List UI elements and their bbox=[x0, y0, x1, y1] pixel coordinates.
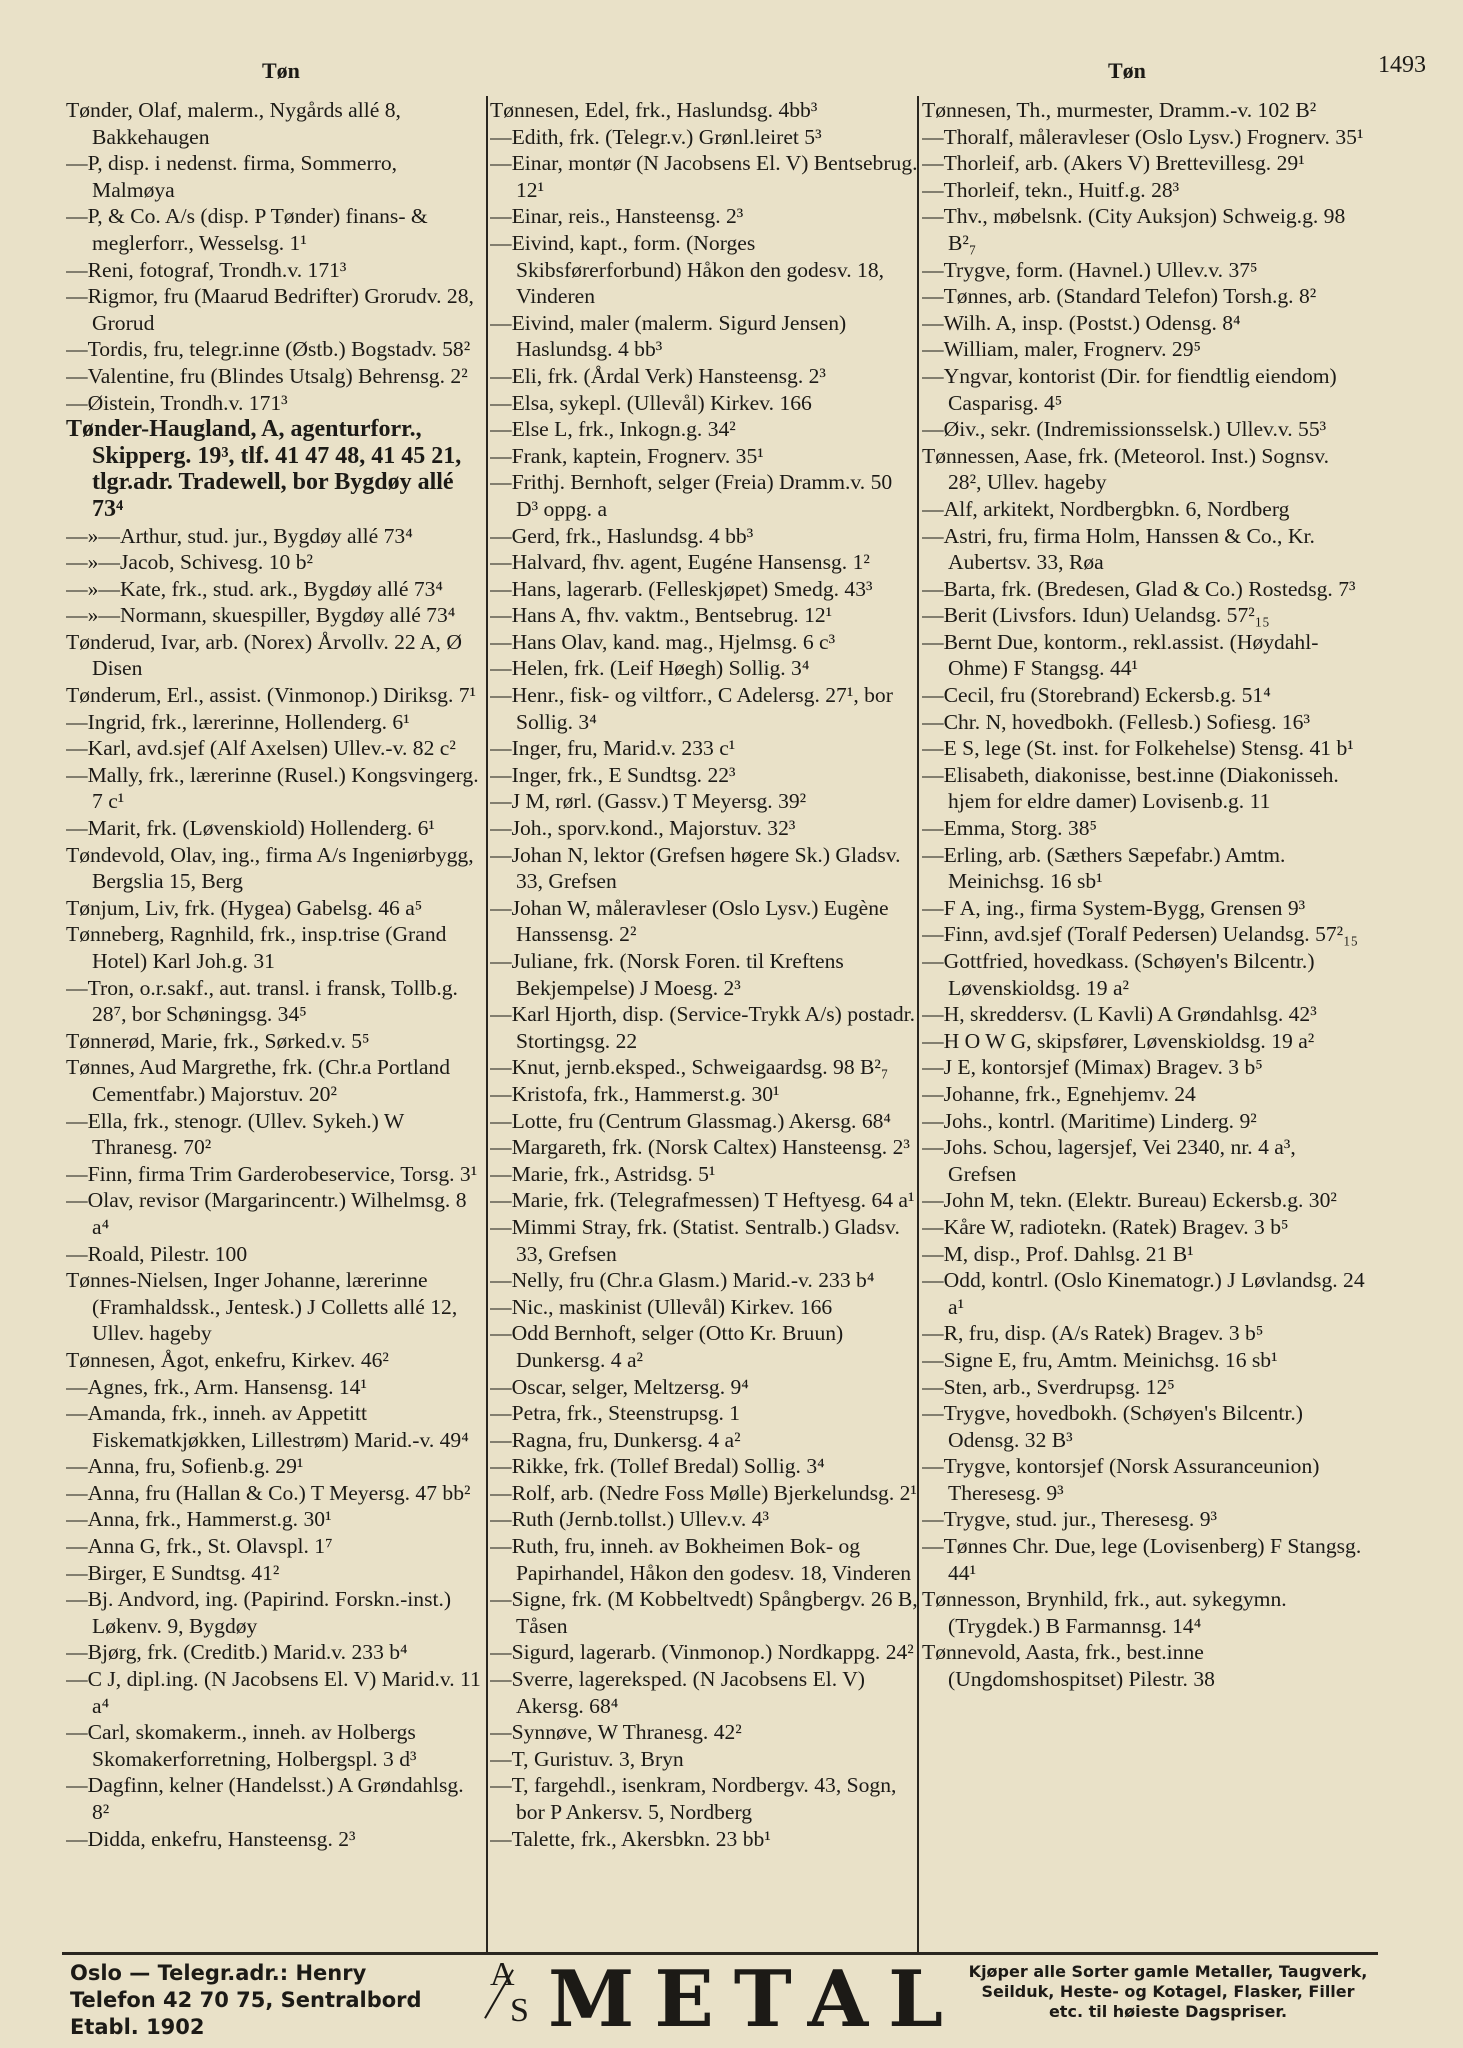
directory-entry: —William, maler, Frognerv. 29⁵ bbox=[922, 337, 1202, 362]
directory-entry: —Yngvar, kontorist (Dir. for fiendtlig eiendom) Casparisg. 4⁵ bbox=[922, 363, 1337, 415]
directory-entry: —Sten, arb., Sverdrupsg. 12⁵ bbox=[922, 1374, 1175, 1399]
directory-entry: —»—Arthur, stud. jur., Bygdøy allé 73⁴ bbox=[66, 523, 413, 548]
directory-entry: —Odd Bernhoft, selger (Otto Kr. Bruun) Dunkersg. 4 a² bbox=[490, 1321, 844, 1372]
directory-entry: —Astri, fru, firma Holm, Hanssen & Co., Kr. Aubertsv. 33, Røa bbox=[922, 523, 1315, 575]
directory-entry: —Bj. Andvord, ing. (Papirind. Forskn.-inst.) Løkenv. 9, Bygdøy bbox=[66, 1587, 452, 1638]
directory-entry: —Elisabeth, diakonisse, best.inne (Diakonisseh. hjem for eldre damer) Lovisenb.g. 11 bbox=[922, 762, 1339, 814]
directory-entry: —Ingrid, frk., lærerinne, Hollenderg. 6¹ bbox=[66, 709, 410, 734]
directory-entry: —Signe, frk. (M Kobbeltvedt) Spångbergv. 26 B, Tåsen bbox=[490, 1587, 918, 1638]
directory-entry: —Ruth (Jernb.tollst.) Ullev.v. 4³ bbox=[490, 1507, 769, 1532]
directory-entry: —Johs., kontrl. (Maritime) Linderg. 9² bbox=[922, 1108, 1257, 1133]
directory-entry: —Johs. Schou, lagersjef, Vei 2340, nr. 4 a³, Grefsen bbox=[922, 1135, 1296, 1186]
directory-entry: Tønnerød, Marie, frk., Sørked.v. 5⁵ bbox=[66, 1028, 370, 1053]
directory-entry: —Marie, frk. (Telegrafmessen) T Heftyesg. 64 a¹ bbox=[490, 1188, 915, 1213]
directory-entry: —Trygve, hovedbokh. (Schøyen's Bilcentr.) Odensg. 32 B³ bbox=[922, 1401, 1303, 1452]
directory-entry: —T, Guristuv. 3, Bryn bbox=[490, 1746, 684, 1771]
ad-contact-line: Oslo — Telegr.adr.: Henry bbox=[70, 1961, 367, 1985]
directory-column-3 bbox=[922, 97, 1366, 1950]
directory-entry: —Chr. N, hovedbokh. (Fellesb.) Sofiesg. 16³ bbox=[922, 709, 1310, 734]
directory-entry: —Rikke, frk. (Tollef Bredal) Sollig. 3⁴ bbox=[490, 1454, 825, 1479]
directory-entry: —Oscar, selger, Meltzersg. 9⁴ bbox=[490, 1374, 749, 1399]
directory-entry: —Agnes, frk., Arm. Hansensg. 14¹ bbox=[66, 1374, 367, 1399]
directory-entry: —Petra, frk., Steenstrupsg. 1 bbox=[490, 1401, 741, 1426]
directory-entry: —Emma, Storg. 38⁵ bbox=[922, 816, 1098, 841]
directory-entry: —Thv., møbelsnk. (City Auksjon) Schweig.g. 98 B²₇ bbox=[922, 204, 1346, 255]
directory-entry: —»—Jacob, Schivesg. 10 b² bbox=[66, 550, 313, 575]
logo-word: METAL bbox=[548, 1954, 963, 2045]
directory-entry: —Synnøve, W Thranesg. 42² bbox=[490, 1720, 742, 1745]
directory-entry: Tønderum, Erl., assist. (Vinmonop.) Diriksg. 7¹ bbox=[66, 683, 477, 708]
directory-entry: —Anna, fru (Hallan & Co.) T Meyersg. 47 bb² bbox=[66, 1480, 471, 1505]
directory-entry: —Anna, fru, Sofienb.g. 29¹ bbox=[66, 1454, 304, 1479]
directory-entry: Tønnevold, Aasta, frk., best.inne (Ungdomshospitset) Pilestr. 38 bbox=[922, 1640, 1215, 1692]
directory-entry: —Ruth, fru, inneh. av Bokheimen Bok- og Papirhandel, Håkon den godesv. 18, Vinderen bbox=[490, 1534, 912, 1585]
directory-entry: —Kåre W, radiotekn. (Ratek) Bragev. 3 b⁵ bbox=[922, 1214, 1289, 1239]
directory-entry: Tønjum, Liv, frk. (Hygea) Gabelsg. 46 a⁵ bbox=[66, 895, 423, 920]
directory-entry: —Birger, E Sundtsg. 41² bbox=[66, 1560, 280, 1585]
directory-entry: —Gottfried, hovedkass. (Schøyen's Bilcentr.) Løvenskioldsg. 19 a² bbox=[922, 949, 1315, 1000]
directory-entry: —Nic., maskinist (Ullevål) Kirkev. 166 bbox=[490, 1294, 833, 1319]
directory-entry: —R, fru, disp. (A/s Ratek) Bragev. 3 b⁵ bbox=[922, 1321, 1264, 1346]
directory-entry: —Wilh. A, insp. (Postst.) Odensg. 8⁴ bbox=[922, 310, 1241, 335]
directory-entry: —Didda, enkefru, Hansteensg. 2³ bbox=[66, 1826, 356, 1851]
directory-entry: —M, disp., Prof. Dahlsg. 21 B¹ bbox=[922, 1241, 1194, 1266]
directory-entry: —Sigurd, lagerarb. (Vinmonop.) Nordkappg. 24² bbox=[490, 1640, 914, 1665]
directory-entry: —Thoralf, måleravleser (Oslo Lysv.) Frognerv. 35¹ bbox=[922, 124, 1364, 149]
directory-entry: —Margareth, frk. (Norsk Caltex) Hansteensg. 2³ bbox=[490, 1135, 910, 1160]
directory-entry: —Alf, arkitekt, Nordbergbkn. 6, Nordberg bbox=[922, 496, 1290, 521]
directory-entry: —Barta, frk. (Bredesen, Glad & Co.) Rostedsg. 7³ bbox=[922, 576, 1356, 601]
directory-entry: —John M, tekn. (Elektr. Bureau) Eckersb.g. 30² bbox=[922, 1188, 1337, 1213]
directory-entry: —Trygve, kontorsjef (Norsk Assuranceunion) Theresesg. 9³ bbox=[922, 1454, 1320, 1505]
page-number: 1493 bbox=[1378, 52, 1426, 78]
advertisement-logo bbox=[488, 1950, 963, 2045]
directory-entry: —Edith, frk. (Telegr.v.) Grønl.leiret 5³ bbox=[490, 124, 822, 149]
directory-entry: —Elsa, sykepl. (Ullevål) Kirkev. 166 bbox=[490, 390, 812, 415]
directory-entry: —Frithj. Bernhoft, selger (Freia) Dramm.v. 50 D³ oppg. a bbox=[490, 470, 893, 521]
directory-entry: —T, fargehdl., isenkram, Nordbergv. 43, Sogn, bor P Ankersv. 5, Nordberg bbox=[490, 1773, 897, 1824]
directory-entry: —Eivind, maler (malerm. Sigurd Jensen) Haslundsg. 4 bb³ bbox=[490, 310, 847, 362]
directory-entry: —Henr., fisk- og viltforr., C Adelersg. 27¹, bor Sollig. 3⁴ bbox=[490, 683, 893, 734]
directory-entry: —Trygve, stud. jur., Theresesg. 9³ bbox=[922, 1507, 1217, 1532]
directory-entry: —Hans A, fhv. vaktm., Bentsebrug. 12¹ bbox=[490, 603, 833, 628]
directory-entry: —Amanda, frk., inneh. av Appetitt Fiskematkjøkken, Lillestrøm) Marid.-v. 49⁴ bbox=[66, 1401, 469, 1452]
directory-entry: Tøndevold, Olav, ing., firma A/s Ingeniørbygg, Bergslia 15, Berg bbox=[66, 842, 474, 894]
directory-entry: —Hans Olav, kand. mag., Hjelmsg. 6 c³ bbox=[490, 629, 836, 654]
directory-entry: —Gerd, frk., Haslundsg. 4 bb³ bbox=[490, 523, 754, 548]
directory-entry: —Tordis, fru, telegr.inne (Østb.) Bogstadv. 58² bbox=[66, 337, 471, 362]
directory-entry: —Eli, frk. (Årdal Verk) Hansteensg. 2³ bbox=[490, 363, 826, 388]
directory-entry: —Talette, frk., Akersbkn. 23 bb¹ bbox=[490, 1826, 771, 1851]
directory-entry: Tønnes, Aud Margrethe, frk. (Chr.a Portland Cementfabr.) Majorstuv. 20² bbox=[66, 1055, 451, 1106]
ad-contact-line: Etabl. 1902 bbox=[70, 2015, 205, 2039]
column-divider bbox=[486, 96, 488, 1952]
directory-entry: —Signe E, fru, Amtm. Meinichsg. 16 sb¹ bbox=[922, 1347, 1278, 1372]
directory-entry: —Øiv., sekr. (Indremissionsselsk.) Ullev.v. 55³ bbox=[922, 417, 1327, 442]
directory-entry: —»—Kate, frk., stud. ark., Bygdøy allé 73⁴ bbox=[66, 576, 443, 601]
directory-entry: —J M, rørl. (Gassv.) T Meyersg. 39² bbox=[490, 789, 807, 814]
directory-entry: —Nelly, fru (Chr.a Glasm.) Marid.-v. 233 b⁴ bbox=[490, 1268, 875, 1293]
directory-entry: Tønnesen, Ågot, enkefru, Kirkev. 46² bbox=[66, 1347, 389, 1372]
directory-entry: —Reni, fotograf, Trondh.v. 171³ bbox=[66, 257, 347, 282]
directory-entry: —Tønnes Chr. Due, lege (Lovisenberg) F Stangsg. 44¹ bbox=[922, 1534, 1362, 1585]
directory-entry: —Hans, lagerarb. (Felleskjøpet) Smedg. 43³ bbox=[490, 576, 873, 601]
directory-entry: —Thorleif, tekn., Huitf.g. 28³ bbox=[922, 177, 1180, 202]
running-head-right: Tøn bbox=[1108, 58, 1146, 83]
directory-entry: —Eivind, kapt., form. (Norges Skibsførerforbund) Håkon den godesv. 18, Vinderen bbox=[490, 230, 885, 309]
directory-entry: —Sverre, lagereksped. (N Jacobsens El. V) Akersg. 68⁴ bbox=[490, 1667, 865, 1718]
directory-entry: —Else L, frk., Inkogn.g. 34² bbox=[490, 417, 736, 442]
directory-entry: —Einar, montør (N Jacobsens El. V) Bentsebrug. 12¹ bbox=[490, 151, 918, 202]
directory-entry: —Anna G, frk., St. Olavspl. 1⁷ bbox=[66, 1534, 333, 1559]
directory-entry: —Mimmi Stray, frk. (Statist. Sentralb.) Gladsv. 33, Grefsen bbox=[490, 1214, 900, 1266]
directory-entry: —Rolf, arb. (Nedre Foss Mølle) Bjerkelundsg. 2¹ bbox=[490, 1480, 917, 1505]
directory-column-1 bbox=[66, 97, 484, 1950]
directory-entry: Tønnesen, Th., murmester, Dramm.-v. 102 B² bbox=[922, 98, 1317, 122]
directory-entry: —P, disp. i nedenst. firma, Sommerro, Malmøya bbox=[66, 151, 398, 202]
directory-column-2 bbox=[490, 97, 918, 1950]
running-head-left: Tøn bbox=[262, 58, 300, 83]
directory-entry: —Marit, frk. (Løvenskiold) Hollenderg. 6¹ bbox=[66, 816, 435, 841]
directory-entry: —Frank, kaptein, Frognerv. 35¹ bbox=[490, 443, 764, 468]
directory-entry: —Marie, frk., Astridsg. 5¹ bbox=[490, 1161, 716, 1186]
directory-entry: —H O W G, skipsfører, Løvenskioldsg. 19 a² bbox=[922, 1028, 1315, 1053]
directory-entry: —P, & Co. A/s (disp. P Tønder) finans- & meglerforr., Wesselsg. 1¹ bbox=[66, 204, 428, 255]
directory-entry: —Einar, reis., Hansteensg. 2³ bbox=[490, 204, 744, 229]
directory-entry: —Carl, skomakerm., inneh. av Holbergs Skomakerforretning, Holbergspl. 3 d³ bbox=[66, 1720, 417, 1771]
directory-entry: —Finn, avd.sjef (Toralf Pedersen) Uelandsg. 57²₁₅ bbox=[922, 922, 1359, 947]
directory-entry: —F A, ing., firma System-Bygg, Grensen 9³ bbox=[922, 895, 1306, 920]
directory-entry: —Olav, revisor (Margarincentr.) Wilhelmsg. 8 a⁴ bbox=[66, 1188, 467, 1239]
directory-entry: Tønnessen, Aase, frk. (Meteorol. Inst.) Sognsv. 28², Ullev. hageby bbox=[922, 443, 1330, 495]
directory-entry: —Finn, firma Trim Garderobeservice, Torsg. 3¹ bbox=[66, 1161, 478, 1186]
directory-entry: Tønnes-Nielsen, Inger Johanne, lærerinne (Framhaldssk., Jentesk.) J Colletts allé 12, Ullev. hageby bbox=[66, 1268, 458, 1346]
directory-entry: —Roald, Pilestr. 100 bbox=[66, 1241, 248, 1266]
directory-entry: —Ragna, fru, Dunkersg. 4 a² bbox=[490, 1427, 741, 1452]
directory-entry: —Mally, frk., lærerinne (Rusel.) Kongsvingerg. 7 c¹ bbox=[66, 762, 479, 814]
directory-entry: —Dagfinn, kelner (Handelsst.) A Grøndahlsg. 8² bbox=[66, 1773, 464, 1824]
directory-entry: —Johan W, måleravleser (Oslo Lysv.) Eugène Hanssensg. 2² bbox=[490, 895, 889, 947]
directory-entry: —Johanne, frk., Egnehjemv. 24 bbox=[922, 1081, 1196, 1106]
directory-entry: —Cecil, fru (Storebrand) Eckersb.g. 51⁴ bbox=[922, 683, 1271, 708]
directory-entry: Tønderud, Ivar, arb. (Norex) Årvollv. 22 A, Ø Disen bbox=[66, 629, 462, 681]
directory-entry: —Thorleif, arb. (Akers V) Brettevillesg. 29¹ bbox=[922, 151, 1305, 176]
directory-entry: —Karl Hjorth, disp. (Service-Trykk A/s) postadr. Stortingsg. 22 bbox=[490, 1002, 916, 1053]
ad-contact-line: Telefon 42 70 75, Sentralbord bbox=[70, 1988, 422, 2012]
directory-entry: —Inger, fru, Marid.v. 233 c¹ bbox=[490, 736, 736, 761]
directory-entry: —J E, kontorsjef (Mimax) Bragev. 3 b⁵ bbox=[922, 1055, 1263, 1080]
advertisement-contact bbox=[70, 1960, 460, 2041]
directory-entry: —Knut, jernb.eksped., Schweigaardsg. 98 B²₇ bbox=[490, 1055, 889, 1080]
directory-entry: —Johan N, lektor (Grefsen høgere Sk.) Gladsv. 33, Grefsen bbox=[490, 842, 901, 894]
directory-entry: —H, skreddersv. (L Kavli) A Grøndahlsg. 42³ bbox=[922, 1002, 1317, 1027]
directory-entry: —Ella, frk., stenogr. (Ullev. Sykeh.) W Thranesg. 70² bbox=[66, 1108, 404, 1160]
logo-prefix-top: A bbox=[490, 1956, 515, 1993]
directory-entry: —Halvard, fhv. agent, Eugéne Hansensg. 1² bbox=[490, 550, 870, 575]
directory-entry: —»—Normann, skuespiller, Bygdøy allé 73⁴ bbox=[66, 603, 456, 628]
directory-entry: —Øistein, Trondh.v. 171³ bbox=[66, 390, 288, 415]
directory-entry: —Juliane, frk. (Norsk Foren. til Kreftens Bekjempelse) J Moesg. 2³ bbox=[490, 949, 844, 1000]
directory-entry: —Tron, o.r.sakf., aut. transl. i fransk, Tollb.g. 28⁷, bor Schøningsg. 34⁵ bbox=[66, 975, 458, 1027]
directory-entry: Tønnesson, Brynhild, frk., aut. sykegymn. (Trygdek.) B Farmannsg. 14⁴ bbox=[922, 1587, 1287, 1638]
directory-entry: —Odd, kontrl. (Oslo Kinematogr.) J Løvlandsg. 24 a¹ bbox=[922, 1268, 1365, 1319]
directory-entry: —E S, lege (St. inst. for Folkehelse) Stensg. 41 b¹ bbox=[922, 736, 1354, 761]
directory-entry: —Tønnes, arb. (Standard Telefon) Torsh.g. 8² bbox=[922, 284, 1317, 309]
directory-entry: —Bjørg, frk. (Creditb.) Marid.v. 233 b⁴ bbox=[66, 1640, 408, 1665]
directory-entry: —Bernt Due, kontorm., rekl.assist. (Høydahl-Ohme) F Stangsg. 44¹ bbox=[922, 629, 1319, 681]
directory-entry: —Inger, frk., E Sundtsg. 22³ bbox=[490, 762, 736, 787]
directory-entry: Tønneberg, Ragnhild, frk., insp.trise (Grand Hotel) Karl Joh.g. 31 bbox=[66, 922, 447, 973]
directory-entry: —Valentine, fru (Blindes Utsalg) Behrensg. 2² bbox=[66, 363, 468, 388]
logo-prefix-bottom: S bbox=[510, 1992, 529, 2029]
directory-entry: Tønder-Haugland, A, agenturforr., Skipperg. 19³, tlf. 41 47 48, 41 45 21, tlgr.adr. Tradewell, bor Bygdøy allé 73⁴ bbox=[66, 416, 462, 522]
advertisement-text: Kjøper alle Sorter gamle Metaller, Taugverk, Seilduk, Heste- og Kotagel, Flasker, Filler etc. til høieste Dagspriser. bbox=[968, 1962, 1368, 2021]
directory-entry: —Trygve, form. (Havnel.) Ullev.v. 37⁵ bbox=[922, 257, 1258, 282]
directory-entry: —Anna, frk., Hammerst.g. 30¹ bbox=[66, 1507, 332, 1532]
directory-entry: —Karl, avd.sjef (Alf Axelsen) Ullev.-v. 82 c² bbox=[66, 736, 456, 761]
directory-entry: —C J, dipl.ing. (N Jacobsens El. V) Marid.v. 11 a⁴ bbox=[66, 1667, 481, 1718]
directory-entry: —Helen, frk. (Leif Høegh) Sollig. 3⁴ bbox=[490, 656, 810, 681]
directory-entry: —Erling, arb. (Sæthers Sæpefabr.) Amtm. Meinichsg. 16 sb¹ bbox=[922, 842, 1286, 894]
directory-entry: Tønnesen, Edel, frk., Haslundsg. 4bb³ bbox=[490, 98, 818, 122]
directory-entry: —Kristofa, frk., Hammerst.g. 30¹ bbox=[490, 1081, 780, 1106]
directory-entry: Tønder, Olaf, malerm., Nygårds allé 8, Bakkehaugen bbox=[66, 98, 401, 149]
directory-entry: —Rigmor, fru (Maarud Bedrifter) Grorudv. 28, Grorud bbox=[66, 284, 474, 335]
directory-entry: —Berit (Livsfors. Idun) Uelandsg. 57²₁₅ bbox=[922, 603, 1270, 628]
directory-entry: —Lotte, fru (Centrum Glassmag.) Akersg. 68⁴ bbox=[490, 1108, 891, 1133]
directory-entry: —Joh., sporv.kond., Majorstuv. 32³ bbox=[490, 816, 796, 841]
